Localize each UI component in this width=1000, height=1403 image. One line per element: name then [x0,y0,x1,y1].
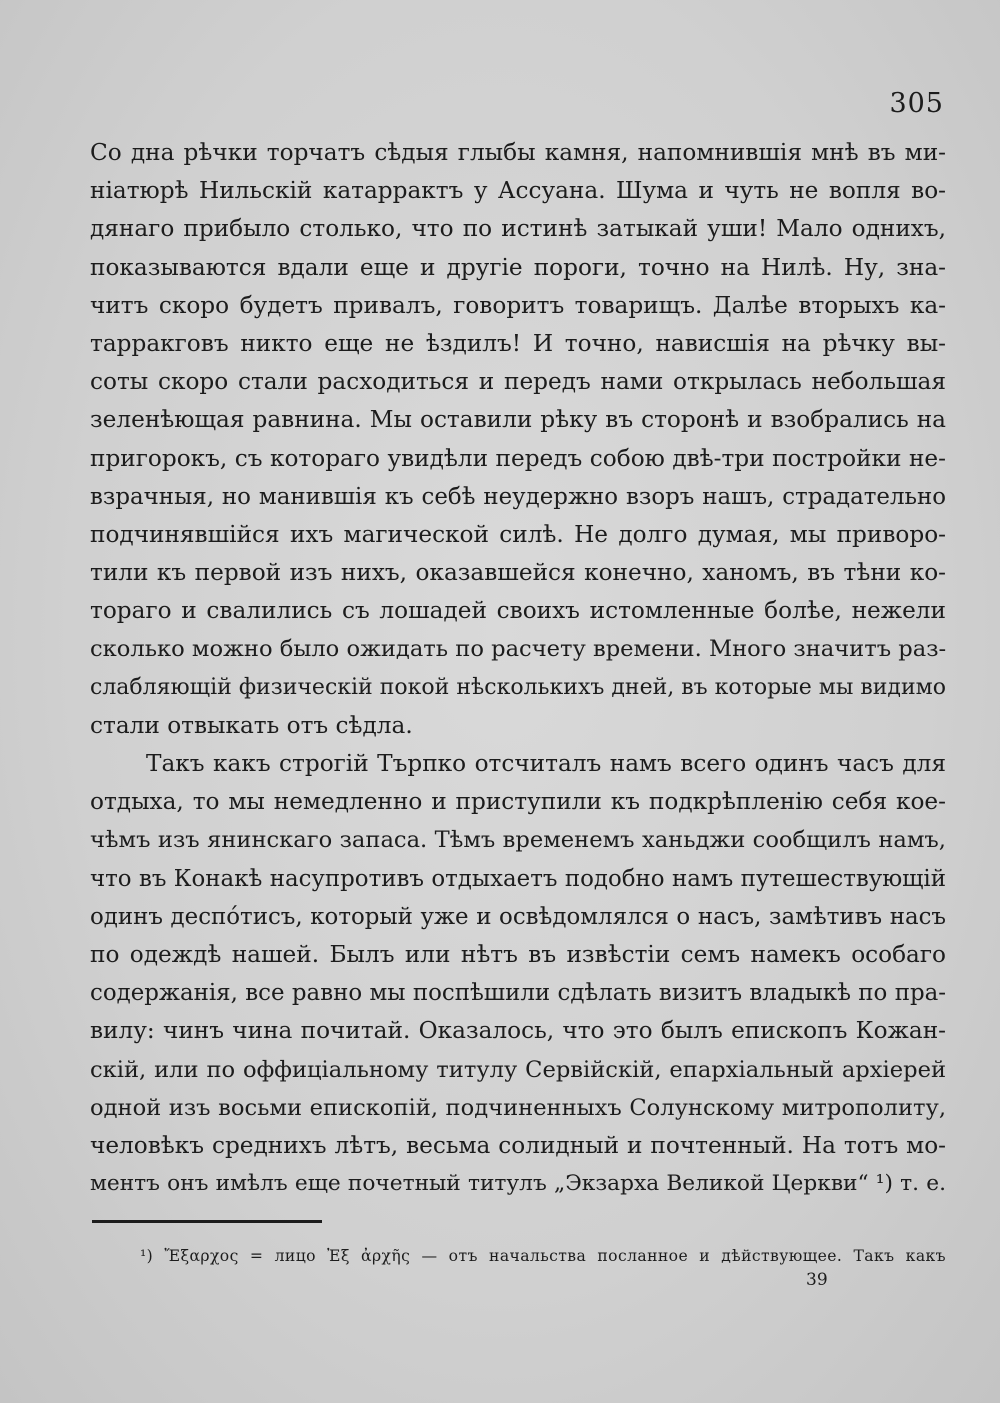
text-line: вилу: чинъ чина почитай. Оказалось, что это былъ епископъ Кожан- [90,1017,946,1045]
text-line: тили къ первой изъ нихъ, оказавшейся конечно, ханомъ, въ тѣни ко- [90,559,946,587]
text-line: отдыха, то мы немедленно и приступили къ подкрѣпленію себя кое- [90,788,946,816]
text-line: соты скоро стали расходиться и передъ нами открылась небольшая [90,368,946,396]
text-line: тарракговъ никто еще не ѣздилъ! И точно, нависшія на рѣчку вы- [90,329,946,357]
body-text [90,134,946,1203]
text-line: одинъ деспо́тисъ, который уже и освѣдомлялся о насъ, замѣтивъ насъ [90,903,946,930]
text-line: слабляющій физическій покой нѣсколькихъ дней, въ которые мы видимо [90,674,946,700]
text-line: сколько можно было ожидать по расчету времени. Много значитъ раз- [90,636,947,663]
text-line: ментъ онъ имѣлъ еще почетный титулъ „Экзарха Великой Церкви“ ¹) т. е. [90,1171,946,1197]
text-line: ніатюрѣ Нильскій катаррактъ у Ассуана. Шума и чуть не вопля во- [90,177,946,205]
text-line: человѣкъ среднихъ лѣтъ, весьма солидный и почтенный. На тотъ мо- [90,1131,946,1159]
text-line: взрачныя, но манившія къ себѣ неудержно взоръ нашъ, страдательно [90,483,946,510]
text-line: одной изъ восьми епископій, подчиненныхъ Солунскому митрополиту, [90,1094,946,1121]
footnote: ¹) Ἔξαρχος = лицо Ἐξ ἀρχῆς — отъ начальства посланное и дѣйствующее. Такъ какъ [140,1247,946,1265]
text-line: чѣмъ изъ янинскаго запаса. Тѣмъ временемъ ханьджи сообщилъ намъ, [90,827,946,854]
text-line: зеленѣющая равнина. Мы оставили рѣку въ сторонѣ и взобрались на [90,406,946,434]
footnote-divider [92,1220,322,1223]
text-line: пригорокъ, съ котораго увидѣли передъ собою двѣ-три постройки не- [90,444,946,472]
text-line: что въ Конакѣ насупротивъ отдыхаетъ подобно намъ путешествующій [90,865,946,892]
text-line: подчинявшійся ихъ магической силѣ. Не долго думая, мы приворо- [90,520,946,548]
printer-signature-mark: 39 [806,1270,828,1290]
text-line: показываются вдали еще и другіе пороги, точно на Нилѣ. Ну, зна- [90,253,946,281]
text-line: дянаго прибыло столько, что по истинѣ затыкай уши! Мало однихъ, [90,215,946,243]
text-line: читъ скоро будетъ привалъ, говоритъ товарищъ. Далѣе вторыхъ ка- [90,291,946,319]
text-line: по одеждѣ нашей. Былъ или нѣтъ въ извѣстіи семъ намекъ особаго [90,940,946,968]
page-number: 305 [889,88,944,119]
text-line: Со дна рѣчки торчатъ сѣдыя глыбы камня, напомнившія мнѣ въ ми- [90,139,946,166]
text-line: скій, или по оффиціальному титулу Сервійскій, епархіальный архіерей [90,1056,946,1083]
paragraph-start-line: Такъ какъ строгій Търпко отсчиталъ намъ всего одинъ часъ для [146,750,946,777]
text-line: тораго и свалились съ лошадей своихъ истомленные болѣе, нежели [90,597,946,625]
paragraph-end-line: стали отвыкать отъ сѣдла. [90,711,413,739]
text-line: содержанія, все равно мы поспѣшили сдѣлать визитъ владыкѣ по пра- [90,980,946,1007]
